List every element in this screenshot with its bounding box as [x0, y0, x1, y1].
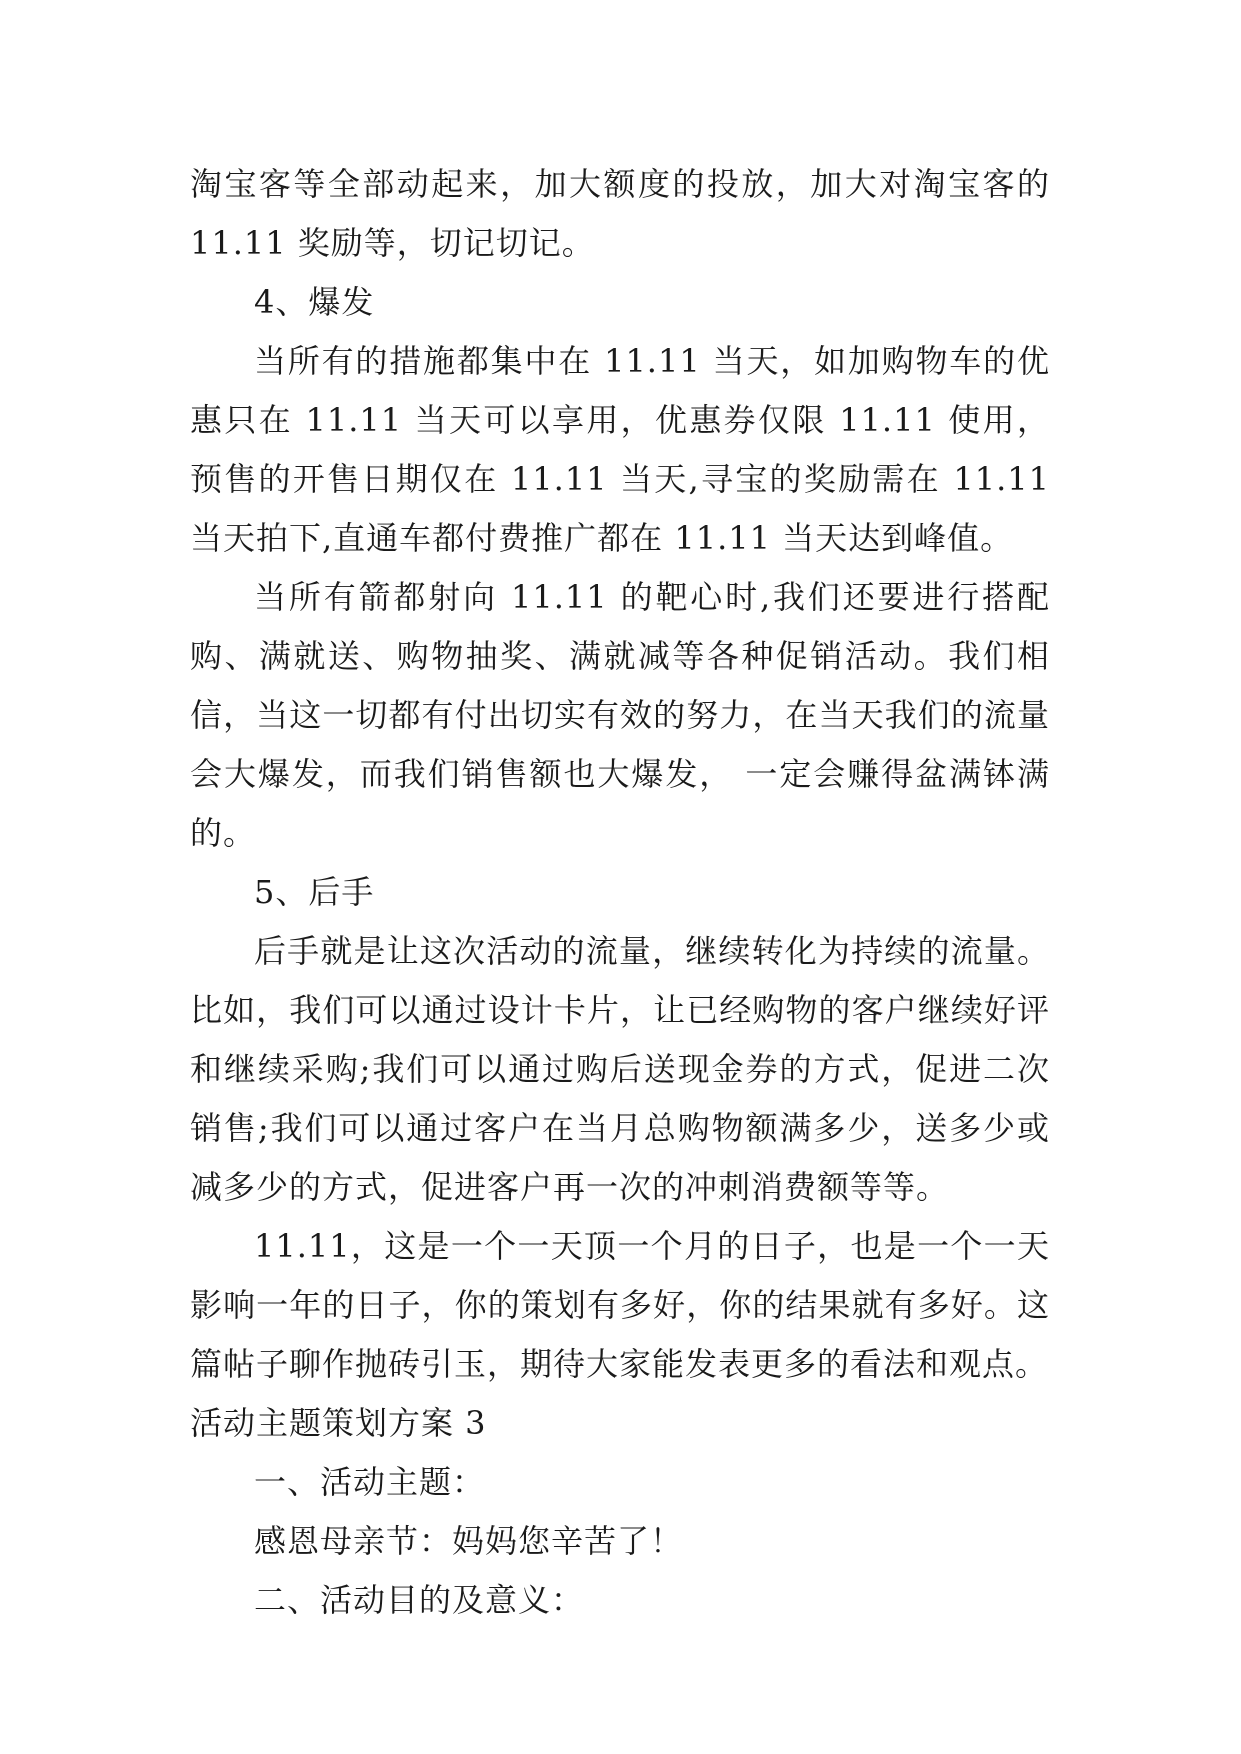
section-heading: 二、活动目的及意义：: [254, 1581, 585, 1619]
paragraph: 感恩母亲节：妈妈您辛苦了！: [254, 1522, 684, 1560]
paragraph: 当所有箭都射向 11.11 的靶心时,我们还要进行搭配购、满就送、购物抽奖、满就减等各种促销活动。我们相信，当这一切都有付出切实有效的努力，在当天我们的流量会大爆发，而我们销售额也大爆发， 一定会赚得盆满钵满的。: [190, 578, 1050, 852]
paragraph: 11.11，这是一个一天顶一个月的日子，也是一个一天影响一年的日子，你的策划有多好，你的结果就有多好。这篇帖子聊作抛砖引玉，期待大家能发表更多的看法和观点。: [190, 1227, 1050, 1383]
section-heading: 4、爆发: [254, 283, 375, 321]
paragraph: 后手就是让这次活动的流量，继续转化为持续的流量。比如，我们可以通过设计卡片，让已经购物的客户继续好评和继续采购;我们可以通过购后送现金券的方式，促进二次销售;我们可以通过客户在当月总购物额满多少，送多少或减多少的方式，促进客户再一次的冲刺消费额等等。: [190, 932, 1050, 1206]
section-heading: 5、后手: [254, 873, 375, 911]
paragraph: 当所有的措施都集中在 11.11 当天，如加购物车的优惠只在 11.11 当天可以享用，优惠券仅限 11.11 使用，预售的开售日期仅在 11.11 当天,寻宝的奖励需在 11.11 当天拍下,直通车都付费推广都在 11.11 当天达到峰值。: [190, 342, 1050, 557]
document-title: 活动主题策划方案 3: [190, 1404, 487, 1442]
document-body: [190, 155, 1050, 1630]
paragraph: 淘宝客等全部动起来，加大额度的投放，加大对淘宝客的11.11 奖励等，切记切记。: [190, 165, 1050, 262]
section-heading: 一、活动主题：: [254, 1463, 486, 1501]
